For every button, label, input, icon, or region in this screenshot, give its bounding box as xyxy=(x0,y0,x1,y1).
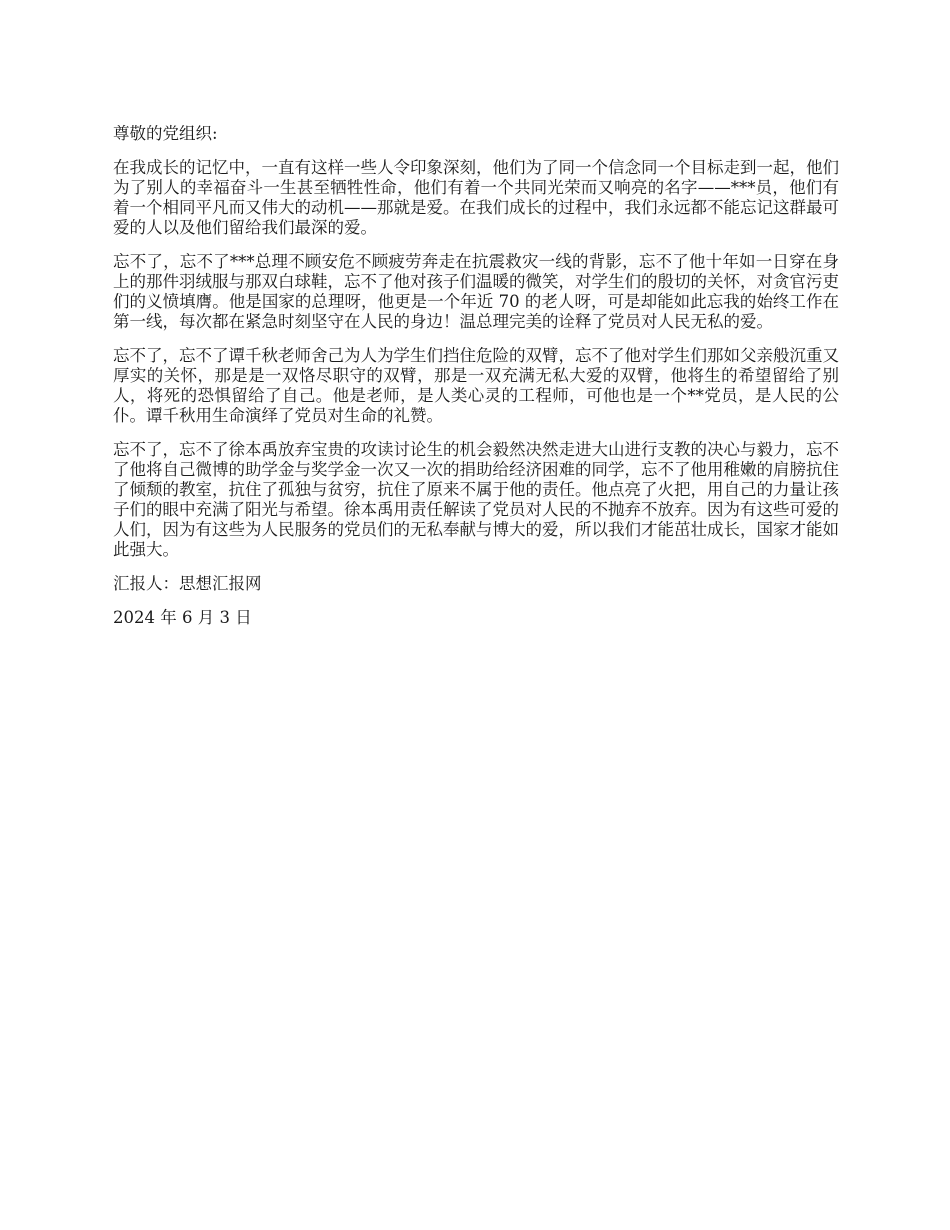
paragraph-intro: 在我成长的记忆中，一直有这样一些人令印象深刻，他们为了同一个信念同一个目标走到一起，他们为了别人的幸福奋斗一生甚至牺牲性命，他们有着一个共同光荣而又响亮的名字——***员，他们有着一个相同平凡而又伟大的动机——那就是爱。在我们成长的过程中，我们永远都不能忘记这群最可爱的人以及他们留给我们最深的爱。 xyxy=(113,158,839,237)
report-body xyxy=(113,124,839,642)
salutation: 尊敬的党组织: xyxy=(113,124,218,143)
report-date: 2024 年 6 月 3 日 xyxy=(113,608,252,627)
reporter-signature: 汇报人：思想汇报网 xyxy=(113,574,262,593)
paragraph-volunteer: 忘不了，忘不了徐本禹放弃宝贵的攻读讨论生的机会毅然决然走进大山进行支教的决心与毅力，忘不了他将自己微博的助学金与奖学金一次又一次的捐助给经济困难的同学，忘不了他用稚嫩的肩膀抗住了倾颓的教室，抗住了孤独与贫穷，抗住了原来不属于他的责任。他点亮了火把，用自己的力量让孩子们的眼中充满了阳光与希望。徐本禹用责任解读了党员对人民的不抛弃不放弃。因为有这些可爱的人们，因为有这些为人民服务的党员们的无私奉献与博大的爱，所以我们才能茁壮成长，国家才能如此强大。 xyxy=(113,440,839,559)
paragraph-teacher: 忘不了，忘不了谭千秋老师舍己为人为学生们挡住危险的双臂，忘不了他对学生们那如父亲般沉重又厚实的关怀，那是是一双恪尽职守的双臂，那是一双充满无私大爱的双臂，他将生的希望留给了别人，将死的恐惧留给了自己。他是老师，是人类心灵的工程师，可他也是一个**党员，是人民的公仆。谭千秋用生命演绎了党员对生命的礼赞。 xyxy=(113,346,839,425)
paragraph-premier: 忘不了，忘不了***总理不顾安危不顾疲劳奔走在抗震救灾一线的背影，忘不了他十年如一日穿在身上的那件羽绒服与那双白球鞋，忘不了他对孩子们温暖的微笑，对学生们的殷切的关怀，对贪官污吏们的义愤填膺。他是国家的总理呀，他更是一个年近 70 的老人呀，可是却能如此忘我的始终工作在第一线，每次都在紧急时刻坚守在人民的身边！温总理完美的诠释了党员对人民无私的爱。 xyxy=(113,252,839,331)
